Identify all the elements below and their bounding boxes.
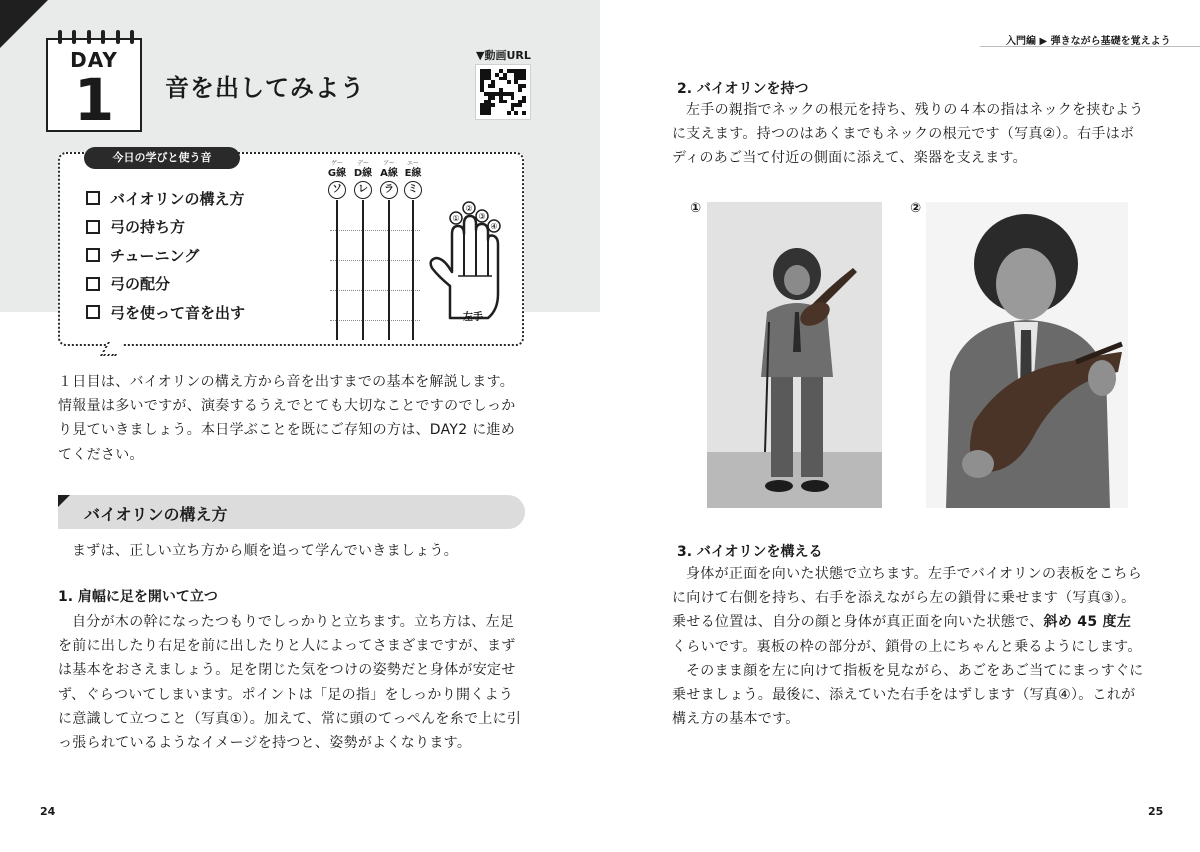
finger-number: ④ bbox=[490, 222, 498, 231]
running-header-rule bbox=[980, 46, 1200, 47]
photo-holding bbox=[926, 202, 1128, 508]
checklist bbox=[86, 184, 245, 327]
photo-number: ② bbox=[910, 201, 922, 216]
qr-code-icon[interactable] bbox=[475, 64, 531, 120]
checklist-item: チューニング bbox=[86, 241, 245, 270]
video-url-label: ▼動画URL bbox=[476, 49, 531, 62]
step1-paragraph: 自分が木の幹になったつもりでしっかりと立ちます。立ち方は、左足を前に出したり右足を前に出したりと人によってさまざまですが、まずは基本をおさえましょう。足を閉じた気をつけの姿勢だと身体が安定せず、ぐらついてしまいます。ポイントは「足の指」をしっかり開くように意識して立つこと（写真①）。加えて、常に頭のてっぺんを糸で上に引っ張られているようなイメージを持つと、姿勢がよくなります。 bbox=[58, 614, 522, 752]
page-title: 音を出してみよう bbox=[165, 74, 365, 102]
checkbox-icon bbox=[86, 191, 100, 205]
page-number-left: 24 bbox=[40, 805, 56, 818]
string-a: アー A線 ラ bbox=[378, 160, 400, 199]
intro-paragraph: １日目は、バイオリンの構え方から音を出すまでの基本を解説します。情報量は多いですが、演奏するうえでとても大切なことですのでしっかり見ていきましょう。本日学ぶことを既にご存知の方は、DAY2 に進めてください。 bbox=[58, 374, 516, 463]
running-header: 入門編 ▶ 弾きながら基礎を覚えよう bbox=[1006, 36, 1171, 47]
finger-number: ① bbox=[452, 214, 460, 223]
checkbox-icon bbox=[86, 248, 100, 262]
checkbox-icon bbox=[86, 220, 100, 234]
step2-heading: 2. バイオリンを持つ bbox=[677, 81, 809, 97]
section-header-mark bbox=[58, 495, 70, 507]
checklist-item: バイオリンの構え方 bbox=[86, 184, 245, 213]
corner-mark bbox=[0, 0, 48, 48]
page-number-right: 25 bbox=[1148, 805, 1164, 818]
string-d: デー D線 レ bbox=[352, 160, 374, 199]
photo-standing bbox=[707, 202, 882, 508]
step3-paragraph: 身体が正面を向いた状態で立ちます。左手でバイオリンの表板をこちらに向けて右側を持ち、右手を添えながら左の鎖骨に乗せます（写真③）。乗せる位置は、自分の顔と身体が真正面を向いた状態で、斜め 45 度左くらいです。裏板の枠の部分が、鎖骨の上にちゃんと乗るようにします。 bbox=[672, 566, 1143, 655]
step2-paragraph: 左手の親指でネックの根元を持ち、残りの４本の指はネックを挟むように支えます。持つのはあくまでもネックの根元です（写真②）。右手はボディのあご当て付近の側面に添えて、楽器を支えます。 bbox=[672, 102, 1144, 167]
calendar-rings bbox=[58, 30, 134, 44]
day-label: DAY bbox=[70, 48, 118, 72]
section-title: バイオリンの構え方 bbox=[84, 505, 228, 524]
section-lead: まずは、正しい立ち方から順を追って学んでいきましょう。 bbox=[72, 543, 459, 559]
string-e: エー E線 ミ bbox=[402, 160, 424, 199]
step1-heading: 1. 肩幅に足を開いて立つ bbox=[58, 589, 218, 605]
finger-number: ② bbox=[465, 204, 473, 213]
day-number: 1 bbox=[73, 66, 115, 134]
checklist-item: 弓の配分 bbox=[86, 270, 245, 299]
hand-label: 左手 bbox=[463, 312, 483, 323]
learning-box-tag: 今日の学びと使う音 bbox=[84, 147, 240, 169]
photo-number: ① bbox=[690, 201, 702, 216]
checkbox-icon bbox=[86, 305, 100, 319]
day-calendar-icon bbox=[46, 38, 142, 132]
string-g: ゲー G線 ソ bbox=[326, 160, 348, 199]
finger-number: ③ bbox=[478, 212, 486, 221]
step3-heading: 3. バイオリンを構える bbox=[677, 544, 823, 560]
checkbox-icon bbox=[86, 277, 100, 291]
checklist-item: 弓の持ち方 bbox=[86, 213, 245, 242]
step3-paragraph-2: そのまま顔を左に向けて指板を見ながら、あごをあご当てにまっすぐに乗せましょう。最後に、添えていた右手をはずします（写真④）。これが構え方の基本です。 bbox=[672, 663, 1144, 728]
checklist-item: 弓を使って音を出す bbox=[86, 298, 245, 327]
violin-strings-diagram bbox=[320, 160, 430, 340]
emphasis-text: 斜め 45 度左 bbox=[1043, 614, 1132, 631]
